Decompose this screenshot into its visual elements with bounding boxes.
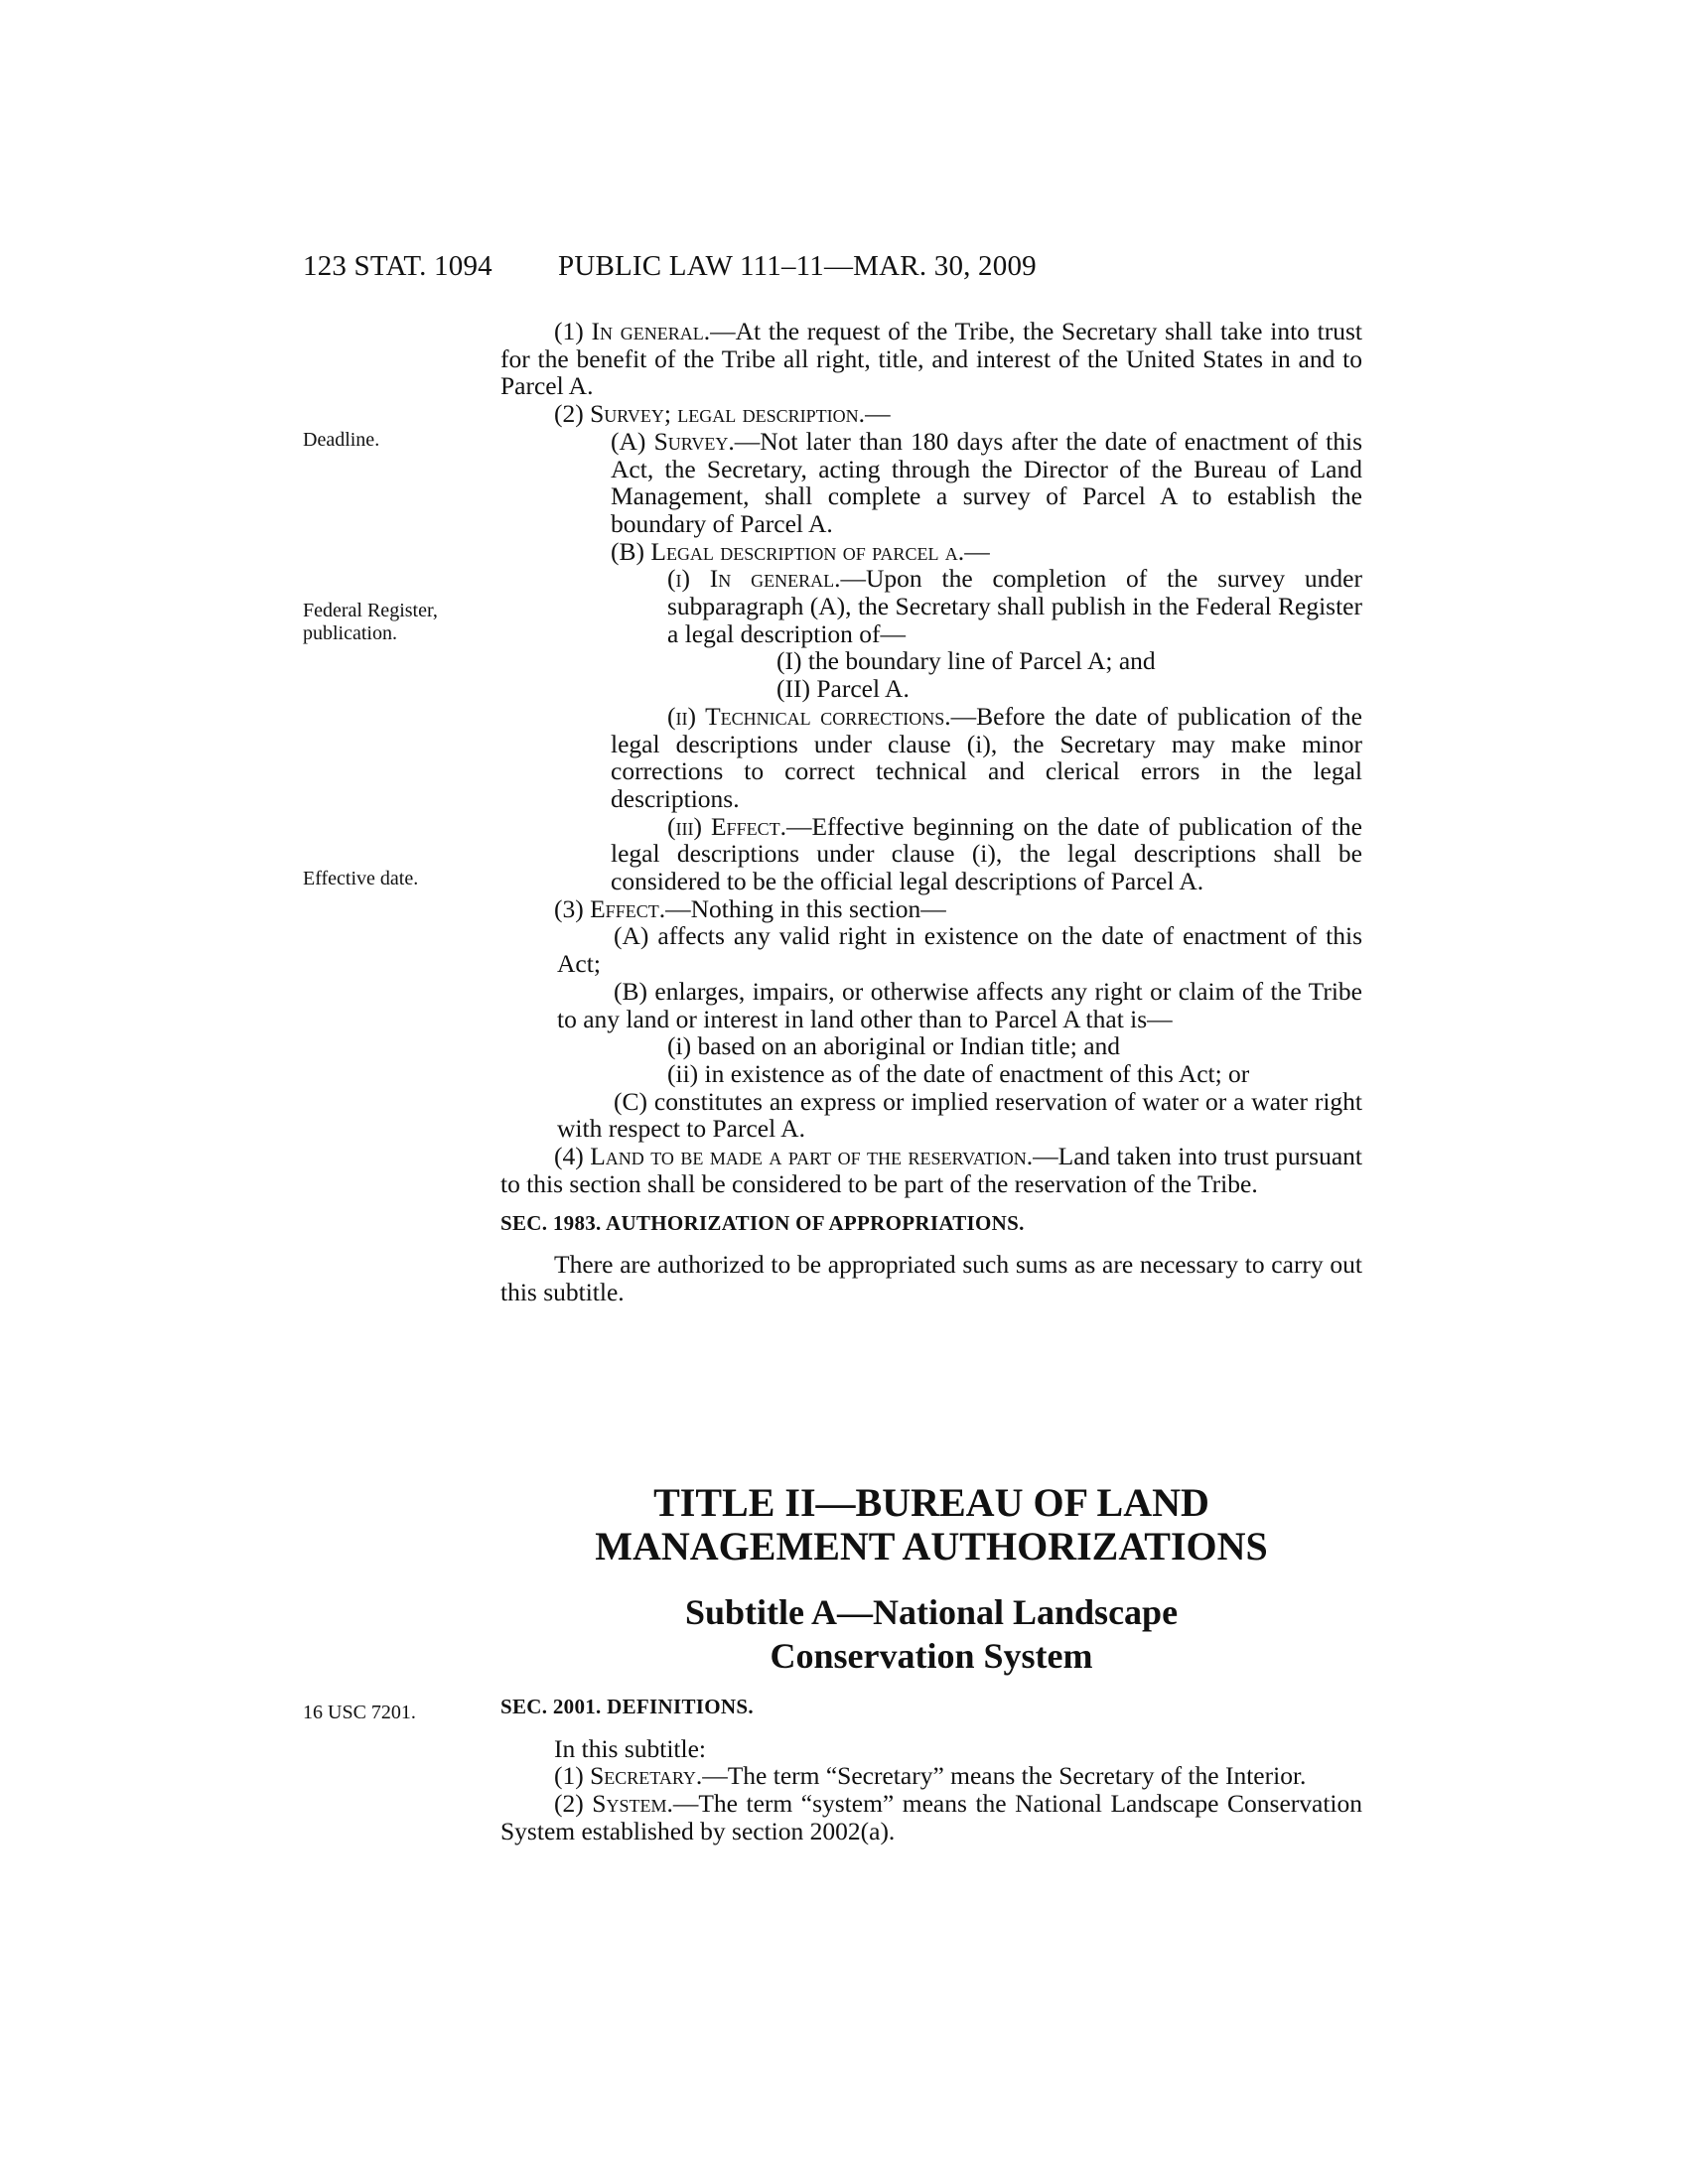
title-line: MANAGEMENT AUTHORIZATIONS [595, 1524, 1268, 1569]
paragraph-text: —At the request of the Tribe, the Secretary shall take into trust for the benefit of the Tribe all right, title, and interest of the United States in and to Parcel A. [500, 317, 1363, 401]
title-heading [500, 1481, 1362, 1569]
clause-3Bii-wrap [500, 1060, 1362, 1088]
subparagraph-3B-wrap [500, 978, 1362, 1032]
paragraph-heading: (B) Legal description of parcel a. [611, 536, 965, 566]
paragraph-heading: (A) Survey. [611, 426, 735, 456]
paragraph-heading: (ii) Technical corrections. [667, 701, 951, 731]
running-header: PUBLIC LAW 111–11—MAR. 30, 2009 [558, 250, 1037, 282]
section-body [500, 318, 1362, 1306]
paragraph-heading: (4) Land to be made a part of the reservation. [554, 1142, 1034, 1171]
subtitle-line: Conservation System [770, 1636, 1093, 1676]
subparagraph-3C-wrap [500, 1088, 1362, 1143]
paragraph-text: —The term “system” means the National Landscape Conservation System established by section 2002(a). [500, 1789, 1362, 1845]
section-2001-body [500, 1694, 1362, 1845]
clause-ii-wrap [500, 703, 1362, 813]
subtitle-heading [500, 1590, 1362, 1678]
paragraph-heading: (i) In general. [667, 564, 841, 594]
paragraph-text: —Before the date of publication of the legal descriptions under clause (i), the Secretary may make minor corrections to correct technical and clerical errors in the legal descriptions. [611, 701, 1362, 813]
subparagraph-3A-wrap [500, 922, 1362, 977]
margin-note-federal-register [303, 600, 501, 645]
margin-note-line: publication. [303, 622, 397, 644]
paragraph-text: —Not later than 180 days after the date of enactment of this Act, the Secretary, acting through the Director of the Bureau of Land Management, shall complete a survey of Parcel A to establish the boundary of Parcel A. [611, 426, 1363, 538]
paragraph-2 [500, 400, 1362, 428]
definition-2 [500, 1790, 1362, 1844]
paragraph-4 [500, 1143, 1362, 1197]
clause-3Bii: (ii) in existence as of the date of enactment of this Act; or [667, 1058, 1250, 1088]
paragraph-heading: (2) Survey; legal description. [554, 399, 866, 429]
subparagraph-A-wrap [500, 428, 1362, 538]
subparagraph-3C: (C) constitutes an express or implied reservation of water or a water right with respect to Parcel A. [557, 1086, 1362, 1144]
paragraph-text: —Effective beginning on the date of publication of the legal descriptions under clause (i), the legal descriptions shall be considered to be the official legal descriptions of Parcel A. [611, 811, 1362, 896]
clause-ii [611, 703, 1362, 813]
subparagraph-3A: (A) affects any valid right in existence on the date of enactment of this Act; [557, 921, 1362, 979]
section-heading-2001: SEC. 2001. DEFINITIONS. [500, 1695, 754, 1718]
definitions-intro: In this subtitle: [554, 1733, 706, 1763]
subparagraph-B [500, 538, 1362, 566]
paragraph-text: — [865, 399, 891, 429]
paragraph-heading: (1) In general. [554, 317, 711, 345]
margin-note-line: Federal Register, [303, 600, 438, 621]
clause-iii-wrap [500, 813, 1362, 895]
margin-note-deadline: Deadline. [303, 429, 380, 451]
definition-1 [500, 1762, 1362, 1790]
paragraph-3 [500, 895, 1362, 923]
margin-note-usc: 16 USC 7201. [303, 1702, 416, 1723]
clause-i [667, 565, 1362, 647]
paragraph-heading: (3) Effect. [554, 893, 666, 923]
subtitle-line: Subtitle A—National Landscape [684, 1592, 1179, 1632]
paragraph-text: —Land taken into trust pursuant to this section shall be considered to be part of the reservation of the Tribe. [500, 1142, 1362, 1198]
paragraph-text: — [964, 536, 990, 566]
clause-iii [611, 813, 1362, 895]
paragraph-text: —The term “Secretary” means the Secretary of the Interior. [702, 1761, 1307, 1791]
paragraph-text: —Upon the completion of the survey under subparagraph (A), the Secretary shall publish in the Federal Register a legal description of— [667, 564, 1362, 648]
paragraph-heading: (1) Secretary. [554, 1761, 703, 1791]
clause-3Bi: (i) based on an aboriginal or Indian title; and [667, 1031, 1121, 1061]
paragraph-text: —Nothing in this section— [665, 893, 946, 923]
paragraph-1 [500, 318, 1362, 400]
subclause-II: (II) Parcel A. [776, 674, 910, 704]
page-stat-citation: 123 STAT. 1094 [303, 250, 492, 282]
title-line: TITLE II—BUREAU OF LAND [653, 1480, 1209, 1525]
section-1983-text: There are authorized to be appropriated such sums as are necessary to carry out this subtitle. [500, 1250, 1362, 1306]
section-heading-1983: SEC. 1983. AUTHORIZATION OF APPROPRIATIONS. [500, 1210, 1025, 1235]
subparagraph-3B: (B) enlarges, impairs, or otherwise affects any right or claim of the Tribe to any land or interest in land other than to Parcel A that is— [557, 976, 1362, 1033]
subclause-I: (I) the boundary line of Parcel A; and [776, 646, 1156, 676]
paragraph-heading: (2) System. [554, 1789, 673, 1819]
clause-i-wrap [500, 565, 1362, 647]
subparagraph-A [611, 428, 1362, 538]
margin-note-effective-date: Effective date. [303, 868, 419, 889]
paragraph-heading: (iii) Effect. [667, 811, 786, 841]
